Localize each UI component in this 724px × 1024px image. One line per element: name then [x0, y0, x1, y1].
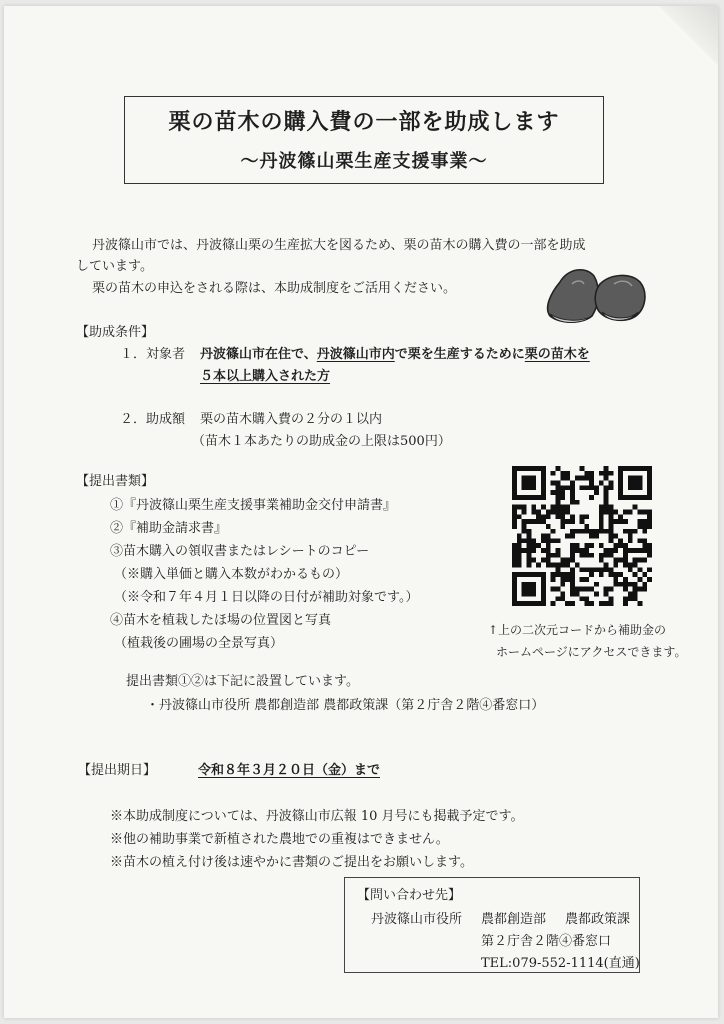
document-item-4: ④苗木を植栽したほ場の位置図と写真: [110, 613, 332, 628]
document-item-3-note-1: （※購入単価と購入本数がわかるもの）: [114, 567, 349, 582]
condition-2-note: （苗木１本あたりの助成金の上限は500円）: [192, 434, 451, 449]
condition-2-text: 栗の苗木購入費の２分の１以内: [200, 412, 383, 427]
intro-line-3: 栗の苗木の申込をされる際は、本助成制度をご活用ください。: [92, 281, 457, 296]
condition-1-text-2: ５本以上購入された方: [200, 369, 331, 384]
intro-line-1: 丹波篠山市では、丹波篠山栗の生産拡大を図るため、栗の苗木の購入費の一部を助成: [92, 238, 586, 253]
document-item-1: ①『丹波篠山栗生産支援事業補助金交付申請書』: [110, 498, 397, 513]
note-1: ※本助成制度については、丹波篠山市広報 10 月号にも掲載予定です。: [110, 809, 524, 824]
qr-caption-2: ホームページにアクセスできます。: [496, 645, 687, 659]
deadline-label: 【提出期日】: [78, 763, 157, 778]
document-item-4-note: （植栽後の圃場の全景写真）: [114, 636, 284, 651]
contact-org: 丹波篠山市役所: [371, 912, 463, 927]
placement-note: 提出書類①②は下記に設置しています。: [126, 674, 359, 689]
contact-heading: 【問い合わせ先】: [357, 888, 462, 903]
placement-location: ・丹波篠山市役所 農都創造部 農都政策課（第２庁舎２階④番窓口）: [146, 698, 545, 713]
contact-dept-1: 農都創造部: [481, 912, 547, 927]
document-item-2: ②『補助金請求書』: [110, 521, 228, 536]
contact-box: [344, 877, 640, 973]
document-item-3: ③苗木購入の領収書またはレシートのコピー: [110, 544, 370, 559]
document-page: [4, 6, 718, 1018]
condition-1-text: 丹波篠山市在住で、丹波篠山市内で栗を生産するために栗の苗木を: [200, 347, 590, 362]
condition-2-label: ２．助成額: [120, 412, 186, 427]
intro-line-2: しています。: [76, 259, 153, 274]
chestnut-icon: [542, 264, 648, 326]
qr-caption-1: ↑上の二次元コードから補助金の: [488, 623, 667, 637]
main-title: 栗の苗木の購入費の一部を助成します: [168, 109, 560, 135]
note-3: ※苗木の植え付け後は速やかに書類のご提出をお願いします。: [110, 855, 473, 870]
documents-heading: 【提出書類】: [76, 474, 155, 489]
qr-code-icon[interactable]: [512, 466, 652, 606]
contact-window: 第２庁舎２階④番窓口: [481, 934, 612, 949]
page-fold: [648, 6, 718, 66]
sub-title: ～丹波篠山栗生産支援事業～: [240, 151, 488, 172]
title-box: [124, 96, 604, 184]
conditions-heading: 【助成条件】: [76, 325, 155, 340]
deadline-date: 令和８年３月２０日（金）まで: [198, 763, 381, 778]
condition-1-label: １．対象者: [120, 347, 186, 362]
contact-tel: TEL:079-552-1114(直通): [481, 956, 640, 971]
contact-dept-2: 農都政策課: [565, 912, 631, 927]
document-item-3-note-2: （※令和７年４月１日以降の日付が補助対象です。）: [114, 590, 419, 605]
note-2: ※他の補助事業で新植された農地での重複はできません。: [110, 832, 449, 847]
